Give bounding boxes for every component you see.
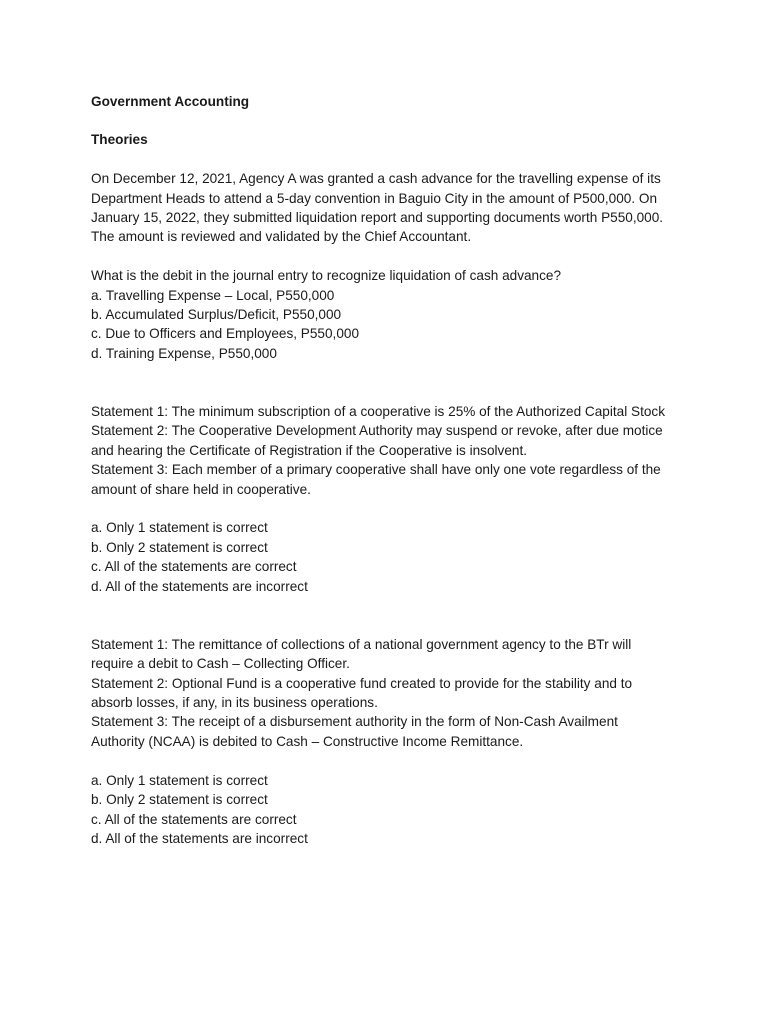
statement-3-cont: amount of share held in cooperative. (91, 481, 311, 497)
section-title: Theories (91, 132, 148, 148)
statement-1: Statement 1: The minimum subscription of a cooperative is 25% of the Authorized Capital Stock (91, 404, 666, 420)
question-1 (91, 266, 691, 363)
statement-2-cont: and hearing the Certificate of Registration if the Cooperative is insolvent. (91, 442, 527, 458)
question-3-statements (91, 635, 691, 751)
statement-2: Statement 2: Optional Fund is a cooperative fund created to provide for the stability and to (91, 675, 633, 691)
statement-1-cont: require a debit to Cash – Collecting Officer. (91, 656, 350, 672)
statement-2-cont: absorb losses, if any, in its business operations. (91, 695, 378, 711)
question-2-statements (91, 402, 691, 499)
statement-3: Statement 3: Each member of a primary cooperative shall have only one vote regardless of the (91, 462, 661, 478)
answer-option-a: a. Travelling Expense – Local, P550,000 (91, 287, 335, 303)
answer-option-b: b. Accumulated Surplus/Deficit, P550,000 (91, 307, 342, 322)
answer-option-b: b. Only 2 statement is correct (91, 792, 268, 808)
scenario-line: January 15, 2022, they submitted liquidation report and supporting documents worth P550,000. (91, 209, 664, 225)
scenario-line: On December 12, 2021, Agency A was granted a cash advance for the travelling expense of its (91, 171, 661, 187)
answer-option-d: d. All of the statements are incorrect (91, 830, 308, 846)
answer-option-c: c. All of the statements are correct (91, 811, 297, 827)
answer-option-d: d. Training Expense, P550,000 (91, 345, 277, 361)
scenario-line: The amount is reviewed and validated by the Chief Accountant. (91, 229, 472, 245)
question-3-options (91, 771, 691, 849)
document-title: Government Accounting (91, 94, 250, 109)
question-1-scenario (91, 169, 691, 247)
answer-option-a: a. Only 1 statement is correct (91, 772, 268, 788)
answer-option-c: c. All of the statements are correct (91, 559, 297, 575)
statement-1: Statement 1: The remittance of collections of a national government agency to the BTr will (91, 636, 632, 652)
statement-3-cont: Authority (NCAA) is debited to Cash – Constructive Income Remittance. (91, 733, 524, 749)
answer-option-b: b. Only 2 statement is correct (91, 539, 268, 555)
statement-3: Statement 3: The receipt of a disbursement authority in the form of Non-Cash Availment (91, 714, 618, 730)
document-content (91, 92, 691, 848)
statement-2: Statement 2: The Cooperative Development Authority may suspend or revoke, after due motice (91, 423, 663, 439)
answer-option-d: d. All of the statements are incorrect (91, 578, 308, 594)
answer-option-c: c. Due to Officers and Employees, P550,000 (91, 326, 359, 342)
question-2-options (91, 518, 691, 596)
scenario-line: Department Heads to attend a 5-day convention in Baguio City in the amount of P500,000. On (91, 190, 658, 206)
question-text: What is the debit in the journal entry to recognize liquidation of cash advance? (91, 268, 562, 284)
answer-option-a: a. Only 1 statement is correct (91, 520, 268, 536)
